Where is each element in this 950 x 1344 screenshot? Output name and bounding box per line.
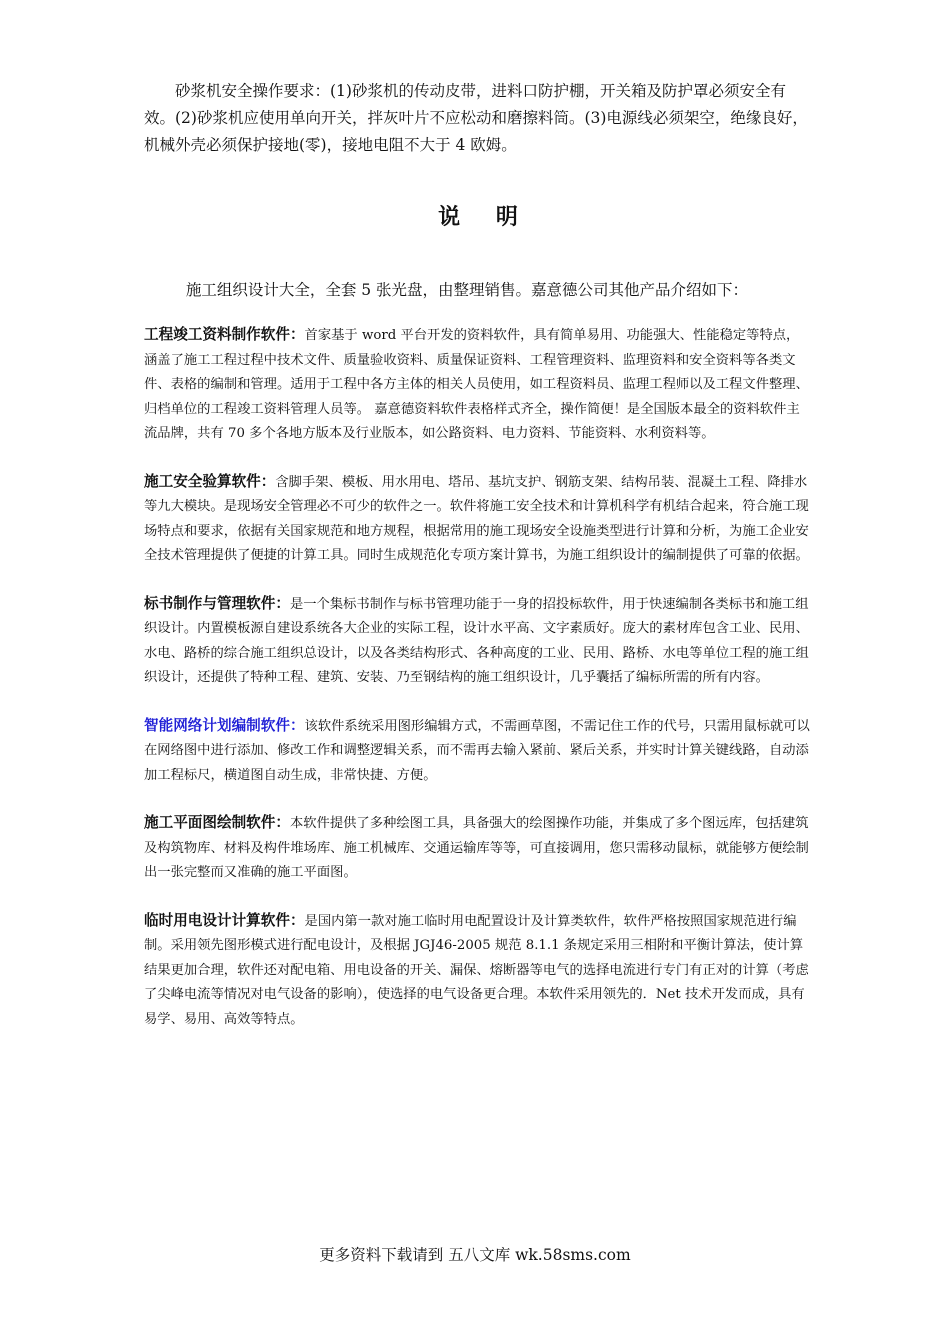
page-title: 说 明 [438, 205, 532, 230]
section-heading: 智能网络计划编制软件： [144, 716, 305, 734]
section-body: 是一个集标书制作与标书管理功能于一身的招投标软件，用于快速编制各类标书和施工组织设计。内置模板源自建设系统各大企业的实际工程，设计水平高、文字素质好。庞大的素材库包含工业、民用、水电、路桥的综合施工组织总设计，以及各类结构形式、各种高度的工业、民用、路桥、水电等单位工程的施工组织设计，还提供了特种工程、建筑、安装、乃至钢结构的施工组织设计，几乎囊括了编标所需的所有内容。 [144, 596, 809, 685]
section-temp-power [144, 909, 812, 1033]
section-completion-docs [144, 323, 812, 447]
section-body: 是国内第一款对施工临时用电配置设计及计算类软件，软件严格按照国家规范进行编制。采用领先图形模式进行配电设计，及根据 JGJ46-2005 规范 8.1.1 条规定采用三相附和平衡计算法，使计算结果更加合理，软件还对配电箱、用电设备的开关、漏保、熔断器等电气的选择电流进行专门有正对的计算（考虑了尖峰电流等情况对电气设备的影响），使选择的电气设备更合理。本软件采用领先的．Net 技术开发而成，具有易学、易用、高效等特点。 [144, 913, 809, 1027]
section-heading: 施工安全验算软件： [144, 472, 276, 490]
section-heading: 标书制作与管理软件： [144, 594, 290, 612]
footer-link[interactable]: 更多资料下载请到 五八文库 wk.58sms.com [319, 1246, 631, 1264]
section-body: 该软件系统采用图形编辑方式，不需画草图，不需记住工作的代号，只需用鼠标就可以在网络图中进行添加、修改工作和调整逻辑关系，而不需再去输入紧前、紧后关系，并实时计算关键线路，自动添加工程标尺，横道图自动生成，非常快捷、方便。 [144, 718, 810, 783]
section-safety-calc [144, 470, 812, 569]
section-body: 含脚手架、模板、用水用电、塔吊、基坑支护、钢筋支架、结构吊装、混凝土工程、降排水等九大模块。是现场安全管理必不可少的软件之一。软件将施工安全技术和计算机科学有机结合起来，符合施工现场特点和要求，依据有关国家规范和地方规程，根据常用的施工现场安全设施类型进行计算和分析，为施工企业安全技术管理提供了便捷的计算工具。同时生成规范化专项方案计算书，为施工组织设计的编制提供了可靠的依据。 [144, 474, 809, 563]
intro-paragraph: 砂浆机安全操作要求：(1)砂浆机的传动皮带，进料口防护棚，开关箱及防护罩必须安全有效。(2)砂浆机应使用单向开关，拌灰叶片不应松动和磨擦料筒。(3)电源线必须架空，绝缘良好，机械外壳必须保护接地(零)，接地电阻不大于 4 欧姆。 [144, 82, 808, 154]
section-network-plan [144, 714, 812, 789]
section-body: 首家基于 word 平台开发的资料软件，具有简单易用、功能强大、性能稳定等特点，涵盖了施工工程过程中技术文件、质量验收资料、质量保证资料、工程管理资料、监理资料和安全资料等各类文件、表格的编制和管理。适用于工程中各方主体的相关人员使用，如工程资料员、监理工程师以及工程文件整理、归档单位的工程竣工资料管理人员等。 嘉意德资料软件表格样式齐全，操作简便！是全国版本最全的资料软件主流品牌，共有 70 多个各地方版本及行业版本，如公路资料、电力资料、节能资料、水利资料等。 [144, 328, 809, 441]
section-heading: 施工平面图绘制软件： [144, 814, 290, 831]
lead-paragraph: 施工组织设计大全，全套 5 张光盘，由整理销售。嘉意德公司其他产品介绍如下： [185, 281, 749, 299]
section-site-plan [144, 811, 812, 886]
document-body [144, 78, 812, 1032]
section-body: 本软件提供了多种绘图工具，具备强大的绘图操作功能，并集成了多个图远库，包括建筑及构筑物库、材料及构件堆场库、施工机械库、交通运输库等等，可直接调用，您只需移动鼠标，就能够方便绘制出一张完整而又准确的施工平面图。 [144, 816, 809, 880]
section-heading: 临时用电设计计算软件： [144, 911, 305, 929]
section-tender [144, 592, 812, 691]
section-heading: 工程竣工资料制作软件： [144, 326, 305, 343]
